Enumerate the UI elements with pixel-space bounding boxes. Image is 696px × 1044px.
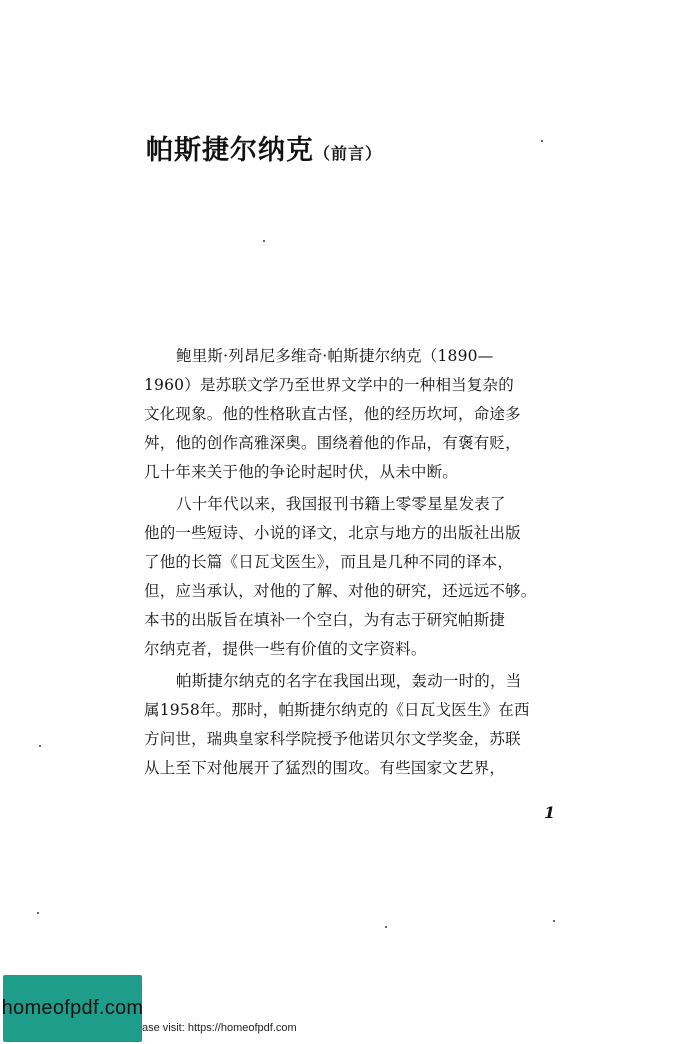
- paragraph-line: 从上至下对他展开了猛烈的围攻。有些国家文艺界，: [144, 759, 506, 777]
- paragraph-line: 几十年来关于他的争论时起时伏，从未中断。: [144, 463, 459, 481]
- paragraph-line: 文化现象。他的性格耿直古怪，他的经历坎坷，命途多: [144, 405, 521, 423]
- paragraph-line: 帕斯捷尔纳克的名字在我国出现，轰动一时的，当: [176, 672, 522, 690]
- title-text: 帕斯捷尔纳克: [146, 135, 314, 166]
- paragraph-line: 八十年代以来，我国报刊书籍上零零星星发表了: [176, 495, 506, 513]
- paragraph-line: 尔纳克者，提供一些有价值的文字资料。: [144, 640, 427, 658]
- scan-speck: [553, 920, 555, 922]
- site-logo-text: homeofpdf.com: [1, 997, 144, 1019]
- paragraph-line: 他的一些短诗、小说的译文，北京与地方的出版社出版: [144, 524, 521, 542]
- scan-speck: [541, 140, 543, 142]
- paragraph-line: 舛，他的创作高雅深奥。围绕着他的作品，有褒有贬，: [144, 434, 521, 452]
- scan-speck: [263, 240, 265, 242]
- scan-speck: [39, 745, 41, 747]
- chapter-title: [146, 128, 382, 167]
- paragraph-line: 属1958年。那时，帕斯捷尔纳克的《日瓦戈医生》在西: [144, 701, 530, 719]
- body-text: [144, 342, 574, 783]
- paragraph-line: 1960）是苏联文学乃至世界文学中的一种相当复杂的: [144, 376, 514, 394]
- site-logo-badge[interactable]: [3, 975, 142, 1042]
- scan-speck: [37, 912, 39, 914]
- scan-speck: [385, 926, 387, 928]
- page-number: 1: [544, 803, 556, 822]
- paragraph-line: 本书的出版旨在填补一个空白，为有志于研究帕斯捷: [144, 611, 506, 629]
- paragraph-line: 了他的长篇《日瓦戈医生》，而且是几种不同的译本，: [144, 553, 514, 571]
- paragraph-line: 鲍里斯·列昂尼多维奇·帕斯捷尔纳克（1890—: [176, 347, 494, 365]
- paragraph-line: 但，应当承认，对他的了解、对他的研究，还远远不够。: [144, 582, 537, 600]
- paragraph-line: 方问世，瑞典皇家科学院授予他诺贝尔文学奖金，苏联: [144, 730, 521, 748]
- visit-link-text[interactable]: ase visit: https://homeofpdf.com: [142, 1022, 297, 1034]
- title-suffix: （前言）: [314, 144, 383, 163]
